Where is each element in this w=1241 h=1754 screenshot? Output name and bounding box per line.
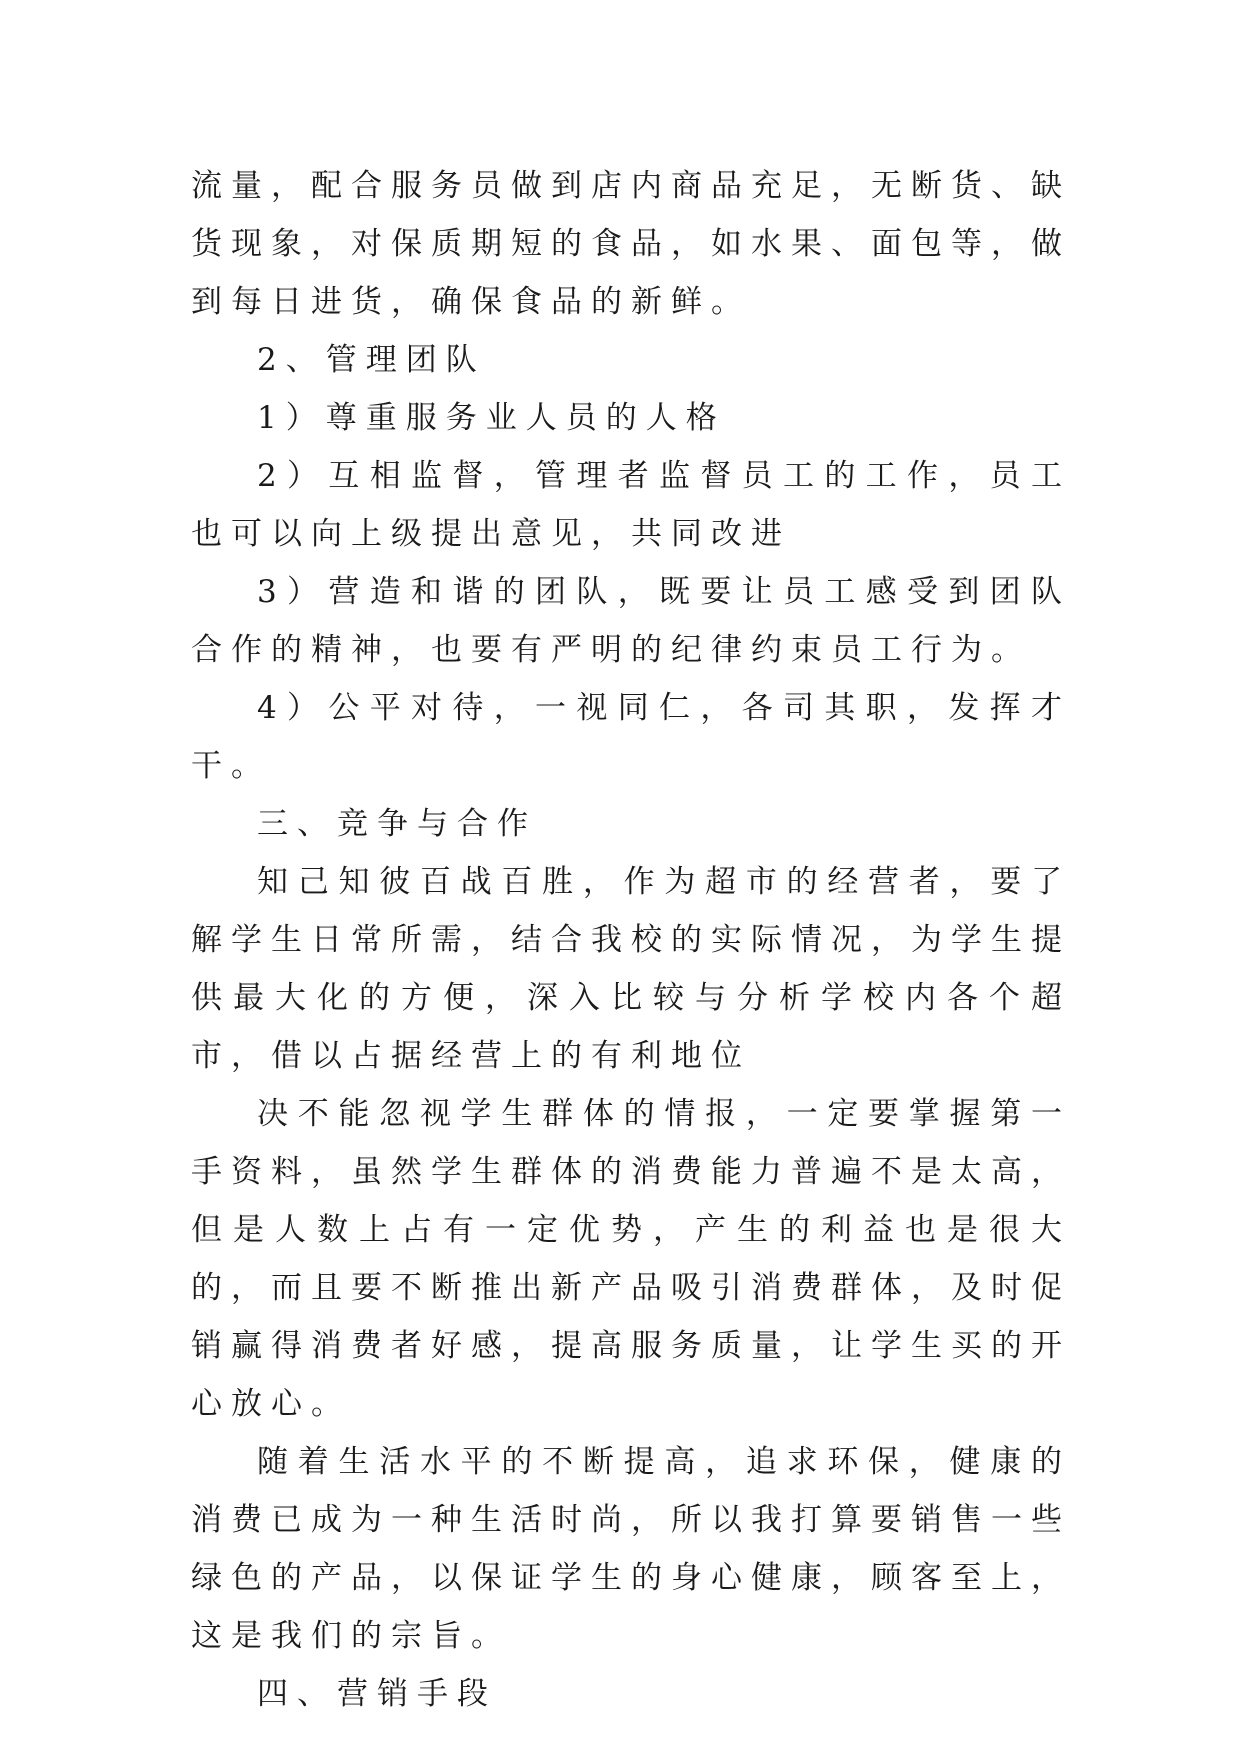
list-item-harmony: 3）营造和谐的团队，既要让员工感受到团队合作的精神，也要有严明的纪律约束员工行为。 [191, 574, 1071, 668]
paragraph-continued-inventory: 流量，配合服务员做到店内商品充足，无断货、缺货现象，对保质期短的食品，如水果、面包等，做到每日进货，确保食品的新鲜。 [191, 168, 1071, 320]
paragraph-student-intel: 决不能忽视学生群体的情报，一定要掌握第一手资料，虽然学生群体的消费能力普遍不是太高，但是人数上占有一定优势，产生的利益也是很大的，而且要不断推出新产品吸引消费群体，及时促销赢得消费者好感，提高服务质量，让学生买的开心放心。 [191, 1096, 1071, 1422]
list-item-fairness: 4）公平对待，一视同仁，各司其职，发挥才干。 [191, 690, 1071, 784]
heading-manage-team: 2、管理团队 [257, 342, 486, 378]
paragraph-know-yourself: 知己知彼百战百胜，作为超市的经营者，要了解学生日常所需，结合我校的实际情况，为学生提供最大化的方便，深入比较与分析学校内各个超市，借以占据经营上的有利地位 [191, 864, 1071, 1074]
list-item-supervise: 2）互相监督，管理者监督员工的工作，员工也可以向上级提出意见，共同改进 [191, 458, 1071, 552]
heading-marketing: 四、营销手段 [257, 1676, 497, 1712]
heading-competition: 三、竞争与合作 [257, 806, 537, 842]
document-body [191, 157, 1071, 1723]
paragraph-green-products: 随着生活水平的不断提高，追求环保，健康的消费已成为一种生活时尚，所以我打算要销售一些绿色的产品，以保证学生的身心健康，顾客至上，这是我们的宗旨。 [191, 1444, 1071, 1654]
list-item-respect: 1）尊重服务业人员的人格 [257, 400, 726, 436]
